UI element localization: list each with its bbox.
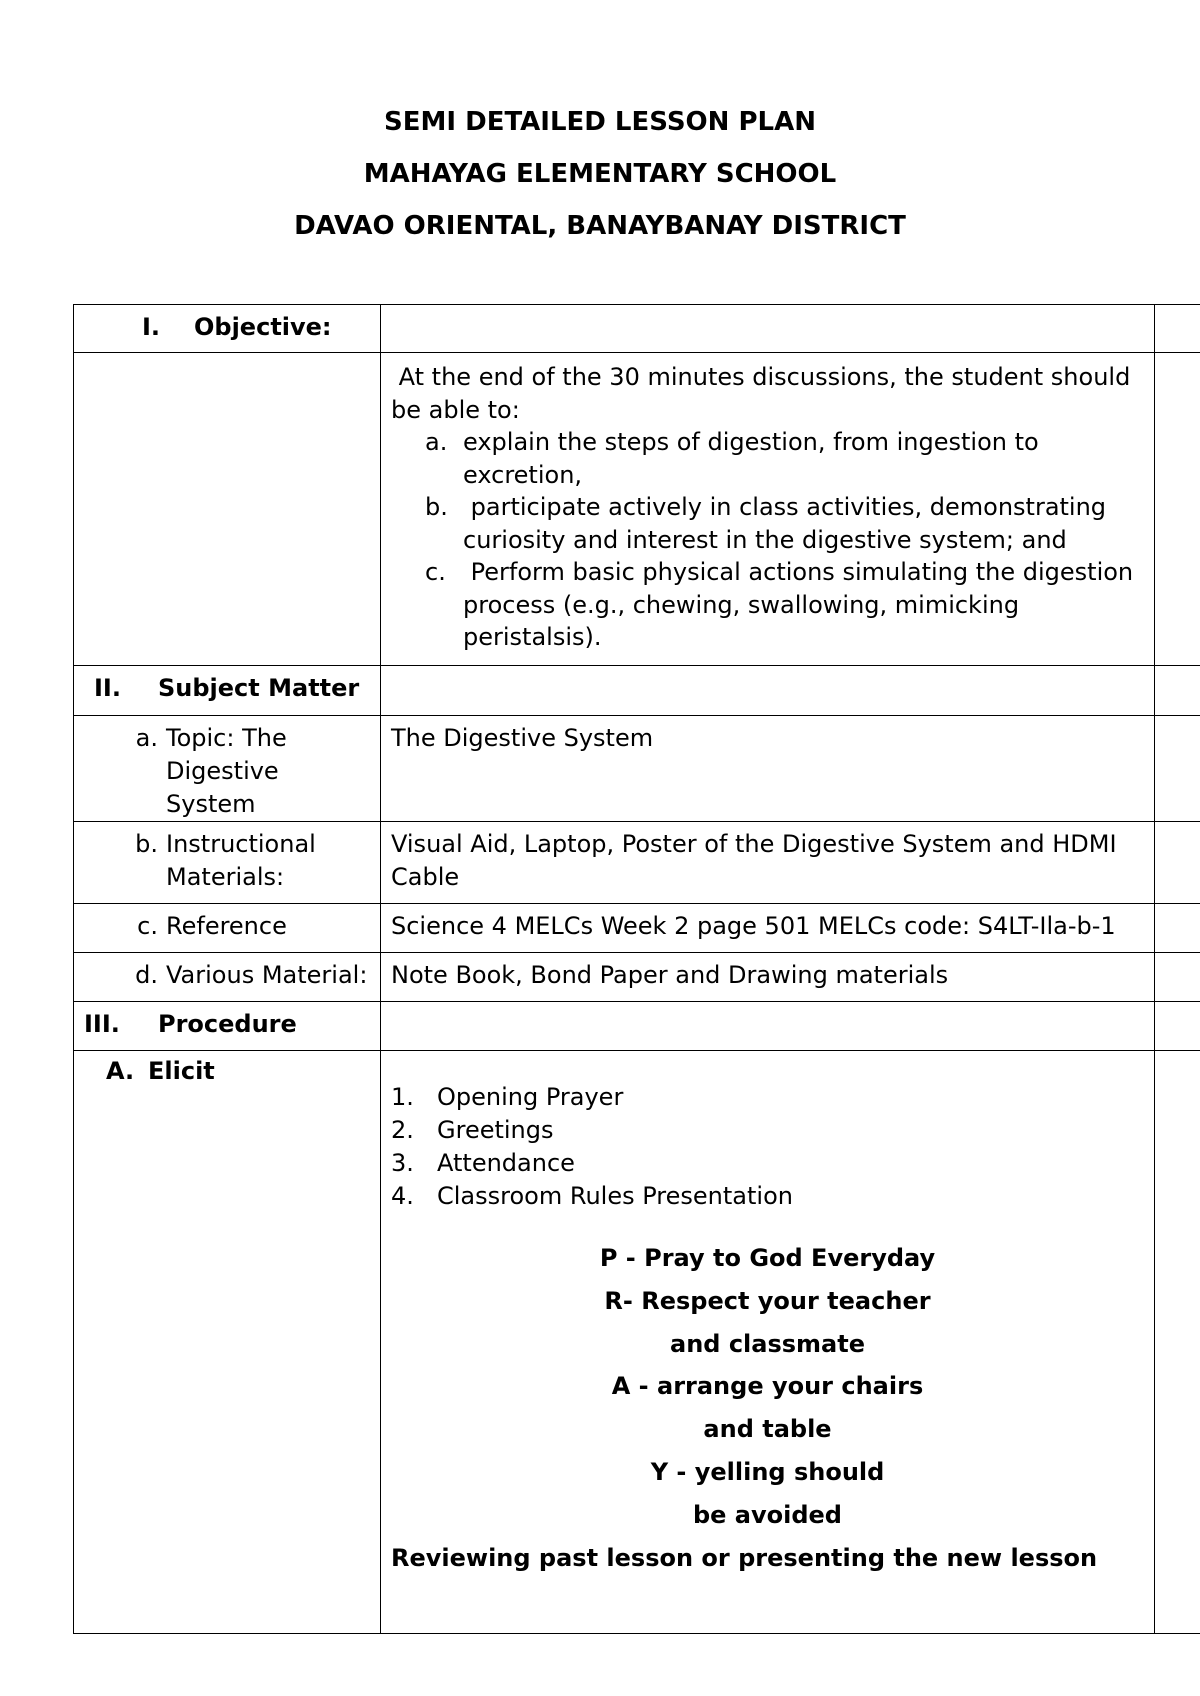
materials-value: Visual Aid, Laptop, Poster of the Digestive System and HDMI Cable <box>381 822 1155 904</box>
procedure-heading <box>74 1002 381 1051</box>
objective-content <box>381 353 1155 666</box>
rule-line: A - arrange your chairs <box>611 1372 924 1401</box>
objective-title: Objective: <box>194 313 332 341</box>
margin-cell <box>1155 666 1200 716</box>
header-district: DAVAO ORIENTAL, BANAYBANAY DISTRICT <box>294 211 906 241</box>
various-material-label: d. Various Material: <box>74 953 381 1002</box>
objective-item: a. explain the steps of digestion, from ingestion to excretion, <box>425 428 1039 489</box>
objective-header-row <box>74 305 1200 353</box>
reference-label: c. Reference <box>74 904 381 953</box>
topic-label: a. Topic: The Digestive System <box>74 716 381 822</box>
materials-label: b. Instructional Materials: <box>74 822 381 904</box>
objective-content-row <box>74 353 1200 666</box>
objective-item: b. participate actively in class activities, demonstrating curiosity and interest in the digestive system; and <box>425 493 1114 554</box>
margin-cell <box>1155 904 1200 953</box>
elicit-step: 4. Classroom Rules Presentation <box>391 1182 793 1210</box>
elicit-row <box>74 1051 1200 1634</box>
margin-cell <box>1155 1002 1200 1051</box>
rule-line: and table <box>703 1415 832 1444</box>
objective-intro: At the end of the 30 minutes discussions, the student should be able to: <box>391 363 1138 424</box>
elicit-heading: A. Elicit <box>74 1051 381 1634</box>
empty-cell <box>381 1002 1155 1051</box>
elicit-content <box>381 1051 1155 1634</box>
topic-value: The Digestive System <box>381 716 1155 822</box>
various-material-row <box>74 953 1200 1002</box>
reference-value: Science 4 MELCs Week 2 page 501 MELCs code: S4LT-Ila-b-1 <box>381 904 1155 953</box>
reference-row <box>74 904 1200 953</box>
rule-line: P - Pray to God Everyday <box>599 1244 936 1272</box>
document-header <box>0 96 1200 252</box>
rule-line: Y - yelling should <box>650 1457 885 1486</box>
subject-matter-header-row <box>74 666 1200 716</box>
elicit-steps <box>391 1051 1144 1213</box>
objective-item: c. Perform basic physical actions simulating the digestion process (e.g., chewing, swallowing, mimicking peristalsis). <box>425 558 1141 651</box>
materials-row <box>74 822 1200 904</box>
empty-cell <box>74 353 381 666</box>
lesson-plan-table <box>73 304 1200 1634</box>
objective-list <box>391 426 1144 654</box>
subject-matter-number: II. <box>94 674 121 702</box>
rule-line: and classmate <box>670 1329 865 1358</box>
margin-cell <box>1155 822 1200 904</box>
elicit-step: 1. Opening Prayer <box>391 1083 624 1111</box>
margin-cell <box>1155 305 1200 353</box>
elicit-step: 2. Greetings <box>391 1116 554 1144</box>
various-material-value: Note Book, Bond Paper and Drawing materials <box>381 953 1155 1002</box>
procedure-number: III. <box>84 1010 120 1038</box>
header-school: MAHAYAG ELEMENTARY SCHOOL <box>363 159 837 189</box>
rule-line: be avoided <box>692 1500 842 1529</box>
review-note: Reviewing past lesson or presenting the new lesson <box>391 1543 1098 1572</box>
objective-number: I. <box>142 313 161 341</box>
empty-cell <box>381 666 1155 716</box>
objective-heading <box>74 305 381 353</box>
header-title: SEMI DETAILED LESSON PLAN <box>384 107 816 137</box>
empty-cell <box>381 305 1155 353</box>
margin-cell <box>1155 1051 1200 1634</box>
topic-row <box>74 716 1200 822</box>
rule-line: R- Respect your teacher <box>604 1286 931 1315</box>
classroom-rules <box>391 1237 1144 1537</box>
elicit-step: 3. Attendance <box>391 1149 575 1177</box>
procedure-header-row <box>74 1002 1200 1051</box>
subject-matter-heading <box>74 666 381 716</box>
subject-matter-title: Subject Matter <box>158 674 360 702</box>
procedure-title: Procedure <box>158 1010 297 1038</box>
margin-cell <box>1155 716 1200 822</box>
margin-cell <box>1155 353 1200 666</box>
margin-cell <box>1155 953 1200 1002</box>
